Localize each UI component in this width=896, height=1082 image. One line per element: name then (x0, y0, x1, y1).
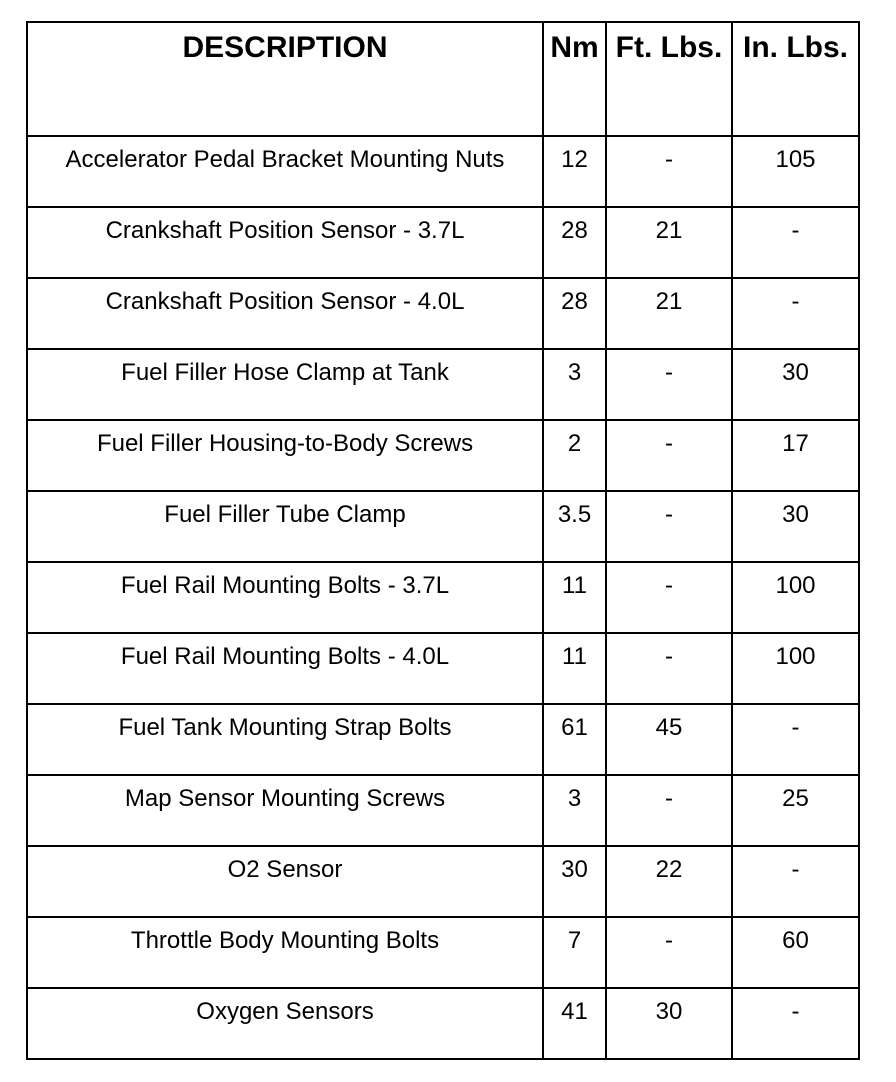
cell-in-lbs: - (732, 278, 859, 349)
cell-nm: 61 (543, 704, 606, 775)
cell-description: Crankshaft Position Sensor - 3.7L (27, 207, 543, 278)
table-row (27, 846, 859, 917)
cell-description: Map Sensor Mounting Screws (27, 775, 543, 846)
cell-description: Oxygen Sensors (27, 988, 543, 1059)
cell-ft-lbs: - (606, 775, 732, 846)
cell-ft-lbs: - (606, 420, 732, 491)
cell-ft-lbs: 21 (606, 278, 732, 349)
table-row (27, 278, 859, 349)
cell-nm: 28 (543, 207, 606, 278)
table-row (27, 420, 859, 491)
cell-ft-lbs: - (606, 917, 732, 988)
cell-description: O2 Sensor (27, 846, 543, 917)
cell-description: Accelerator Pedal Bracket Mounting Nuts (27, 136, 543, 207)
table-row (27, 704, 859, 775)
cell-nm: 2 (543, 420, 606, 491)
cell-in-lbs: 100 (732, 633, 859, 704)
cell-ft-lbs: 45 (606, 704, 732, 775)
header-nm: Nm (543, 22, 606, 136)
cell-in-lbs: 30 (732, 349, 859, 420)
header-description: DESCRIPTION (27, 22, 543, 136)
header-in-lbs: In. Lbs. (732, 22, 859, 136)
cell-description: Fuel Filler Housing-to-Body Screws (27, 420, 543, 491)
cell-in-lbs: 60 (732, 917, 859, 988)
cell-nm: 11 (543, 562, 606, 633)
table-row (27, 988, 859, 1059)
table-row (27, 207, 859, 278)
cell-description: Throttle Body Mounting Bolts (27, 917, 543, 988)
cell-in-lbs: - (732, 846, 859, 917)
cell-in-lbs: 105 (732, 136, 859, 207)
table-row (27, 917, 859, 988)
cell-description: Fuel Rail Mounting Bolts - 4.0L (27, 633, 543, 704)
cell-ft-lbs: - (606, 136, 732, 207)
table-row (27, 349, 859, 420)
cell-in-lbs: - (732, 207, 859, 278)
cell-nm: 41 (543, 988, 606, 1059)
cell-ft-lbs: - (606, 349, 732, 420)
cell-description: Fuel Filler Hose Clamp at Tank (27, 349, 543, 420)
cell-ft-lbs: - (606, 633, 732, 704)
cell-in-lbs: 25 (732, 775, 859, 846)
cell-in-lbs: - (732, 704, 859, 775)
cell-in-lbs: 30 (732, 491, 859, 562)
cell-description: Fuel Rail Mounting Bolts - 3.7L (27, 562, 543, 633)
cell-nm: 3.5 (543, 491, 606, 562)
table-header-row (27, 22, 859, 136)
cell-ft-lbs: 30 (606, 988, 732, 1059)
table-row (27, 633, 859, 704)
cell-nm: 3 (543, 775, 606, 846)
cell-in-lbs: - (732, 988, 859, 1059)
cell-nm: 3 (543, 349, 606, 420)
cell-nm: 7 (543, 917, 606, 988)
cell-ft-lbs: - (606, 491, 732, 562)
cell-description: Fuel Filler Tube Clamp (27, 491, 543, 562)
cell-nm: 30 (543, 846, 606, 917)
table-row (27, 775, 859, 846)
cell-description: Fuel Tank Mounting Strap Bolts (27, 704, 543, 775)
cell-description: Crankshaft Position Sensor - 4.0L (27, 278, 543, 349)
table-body (27, 136, 859, 1059)
cell-nm: 28 (543, 278, 606, 349)
cell-nm: 12 (543, 136, 606, 207)
table-row (27, 136, 859, 207)
cell-ft-lbs: 22 (606, 846, 732, 917)
table-row (27, 562, 859, 633)
cell-ft-lbs: 21 (606, 207, 732, 278)
header-ft-lbs: Ft. Lbs. (606, 22, 732, 136)
table-row (27, 491, 859, 562)
torque-spec-table (26, 21, 860, 1060)
cell-in-lbs: 100 (732, 562, 859, 633)
cell-nm: 11 (543, 633, 606, 704)
cell-ft-lbs: - (606, 562, 732, 633)
cell-in-lbs: 17 (732, 420, 859, 491)
